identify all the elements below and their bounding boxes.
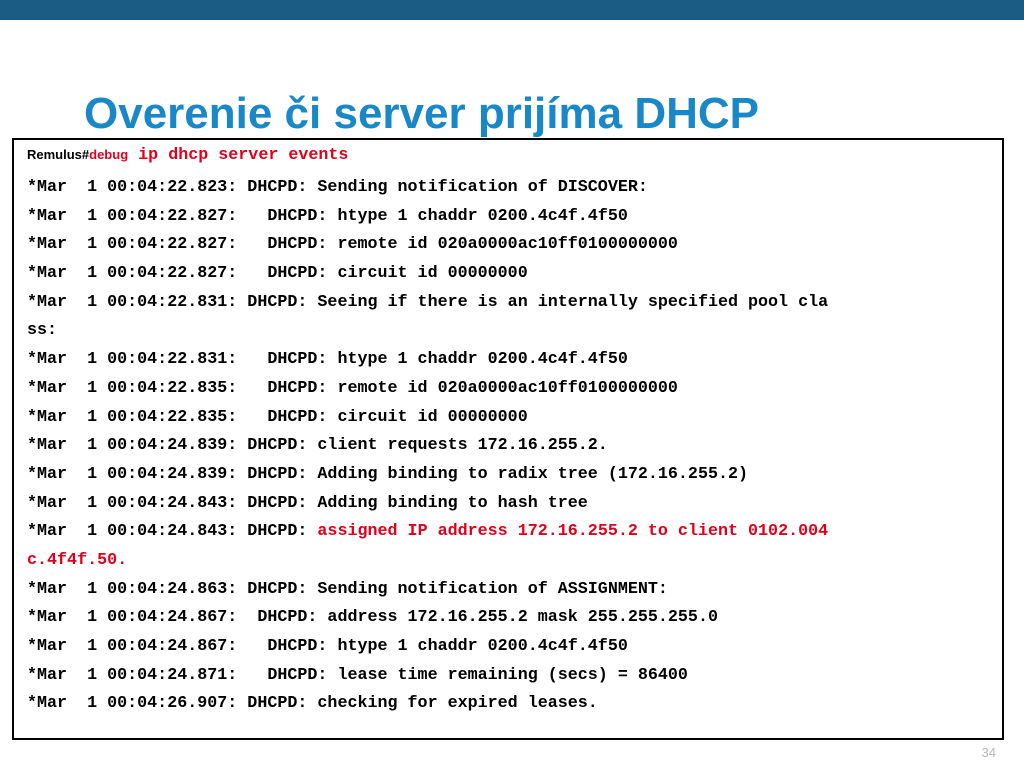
assigned-prefix: *Mar 1 00:04:24.843: DHCPD: [27, 522, 318, 542]
console-line: *Mar 1 00:04:24.867: DHCPD: htype 1 chaddr 0200.4c4f.4f50 [27, 637, 628, 656]
console-line: *Mar 1 00:04:22.827: DHCPD: htype 1 chaddr 0200.4c4f.4f50 [27, 206, 628, 226]
assigned-highlight: assigned IP address 172.16.255.2 to client 0102.004 [317, 522, 829, 542]
console-line: *Mar 1 00:04:24.871: DHCPD: lease time remaining (secs) = 86400 [27, 665, 688, 685]
console-line: *Mar 1 00:04:26.907: DHCPD: checking for expired leases. [27, 694, 598, 714]
console-line: *Mar 1 00:04:22.823: DHCPD: Sending notification of DISCOVER: [27, 178, 648, 197]
console-line: *Mar 1 00:04:22.831: DHCPD: Seeing if there is an internally specified pool cla [27, 292, 829, 312]
prompt-command: ip dhcp server events [128, 146, 349, 163]
console-line: *Mar 1 00:04:24.863: DHCPD: Sending notification of ASSIGNMENT: [27, 579, 668, 599]
prompt-host: Remulus# [27, 147, 90, 162]
console-output-box [12, 138, 1004, 740]
console-line: *Mar 1 00:04:24.867: DHCPD: address 172.16.255.2 mask 255.255.255.0 [27, 608, 718, 628]
prompt-debug-keyword: debug [89, 147, 129, 162]
console-line: *Mar 1 00:04:24.839: DHCPD: Adding binding to radix tree (172.16.255.2) [27, 464, 749, 484]
console-line-assigned [27, 518, 997, 547]
console-line: *Mar 1 00:04:24.839: DHCPD: client requests 172.16.255.2. [27, 436, 608, 456]
page-number: 34 [981, 745, 996, 760]
top-banner [0, 0, 1024, 20]
console-line: *Mar 1 00:04:22.835: DHCPD: remote id 020a0000ac10ff0100000000 [27, 378, 678, 398]
console-line: *Mar 1 00:04:22.827: DHCPD: circuit id 00000000 [27, 264, 528, 284]
console-line: ss: [27, 321, 58, 341]
console-line-assigned-cont: c.4f4f.50. [27, 550, 128, 570]
console-lines [27, 146, 997, 719]
console-line: *Mar 1 00:04:22.835: DHCPD: circuit id 00000000 [27, 407, 528, 427]
console-line: *Mar 1 00:04:24.843: DHCPD: Adding binding to hash tree [27, 493, 588, 513]
console-line: *Mar 1 00:04:22.827: DHCPD: remote id 020a0000ac10ff0100000000 [27, 235, 678, 255]
console-line: *Mar 1 00:04:22.831: DHCPD: htype 1 chaddr 0200.4c4f.4f50 [27, 350, 628, 370]
console-prompt-line [27, 146, 997, 163]
slide-title: Overenie či server prijíma DHCP [84, 89, 759, 138]
